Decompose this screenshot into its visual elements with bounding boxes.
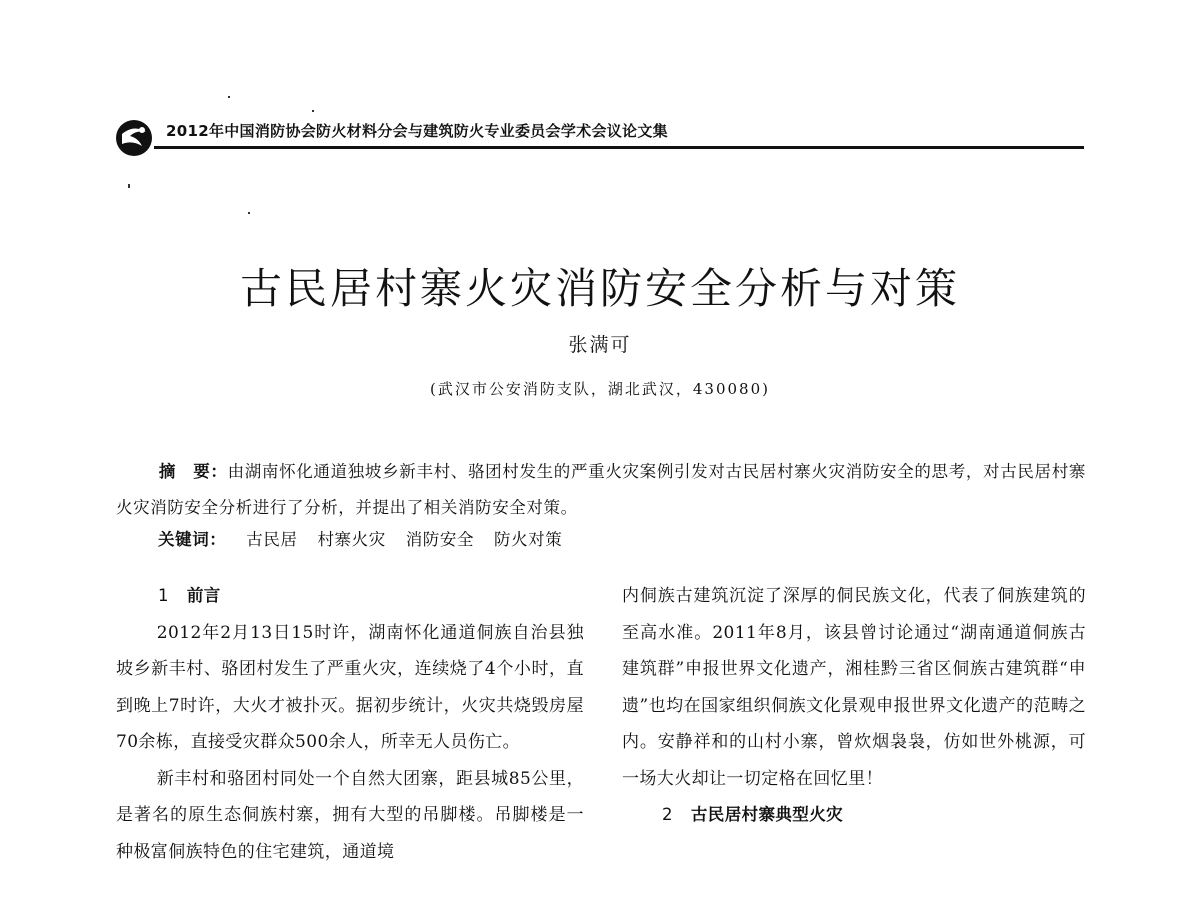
scan-speck bbox=[128, 184, 130, 188]
keyword-item: 古民居 bbox=[246, 530, 298, 549]
body-paragraph-continued: 内侗族古建筑沉淀了深厚的侗民族文化，代表了侗族建筑的至高水准。2011年8月，该县曾讨论通过“湖南通道侗族古建筑群”申报世界文化遗产，湘桂黔三省区侗族古建筑群“申遗”也均在国家组织侗族文化景观申报世界文化遗产的范畴之内。安静祥和的山村小寨，曾炊烟袅袅，仿如世外桃源，可一场大火却让一切定格在回忆里！ bbox=[622, 586, 1086, 789]
scan-speck bbox=[228, 96, 230, 98]
paper-author: 张满可 bbox=[568, 334, 632, 356]
section-number: 1 bbox=[158, 586, 169, 605]
abstract-label: 摘 要： bbox=[158, 462, 228, 481]
section-heading-1 bbox=[116, 578, 584, 615]
body-paragraph: 新丰村和骆团村同处一个自然大团寨，距县城85公里，是著名的原生态侗族村寨，拥有大型的吊脚楼。吊脚楼是一种极富侗族特色的住宅建筑，通道境 bbox=[116, 768, 584, 862]
keywords bbox=[158, 526, 562, 550]
body-column-right bbox=[622, 578, 1086, 834]
scan-speck bbox=[248, 212, 250, 214]
keyword-item: 防火对策 bbox=[493, 530, 563, 549]
paper-affiliation: (武汉市公安消防支队，湖北武汉，430080) bbox=[430, 380, 770, 398]
section-title: 前言 bbox=[186, 586, 221, 605]
body-paragraph: 2012年2月13日15时许，湖南怀化通道侗族自治县独坡乡新丰村、骆团村发生了严重火灾，连续烧了4个小时，直到晚上7时许，大火才被扑灭。据初步统计，火灾共烧毁房屋70余栋，直接受灾群众500余人，所幸无人员伤亡。 bbox=[116, 622, 584, 752]
header-rule bbox=[154, 146, 1084, 149]
paper-title: 古民居村寨火灾消防安全分析与对策 bbox=[239, 264, 960, 313]
abstract bbox=[116, 454, 1086, 526]
section-heading-2 bbox=[622, 797, 1086, 834]
section-number: 2 bbox=[662, 805, 673, 824]
keywords-label: 关键词： bbox=[158, 530, 227, 549]
running-header: 2012年中国消防协会防火材料分会与建筑防火专业委员会学术会议论文集 bbox=[166, 122, 668, 140]
keyword-item: 村寨火灾 bbox=[317, 530, 386, 549]
section-title: 古民居村寨典型火灾 bbox=[690, 805, 844, 824]
scan-speck bbox=[312, 110, 314, 112]
keyword-item: 消防安全 bbox=[405, 530, 475, 549]
body-column-left bbox=[116, 578, 584, 870]
swirl-logo-icon bbox=[112, 118, 156, 158]
abstract-text: 由湖南怀化通道独坡乡新丰村、骆团村发生的严重火灾案例引发对古民居村寨火灾消防安全的思考，对古民居村寨火灾消防安全分析进行了分析，并提出了相关消防安全对策。 bbox=[116, 462, 1087, 517]
